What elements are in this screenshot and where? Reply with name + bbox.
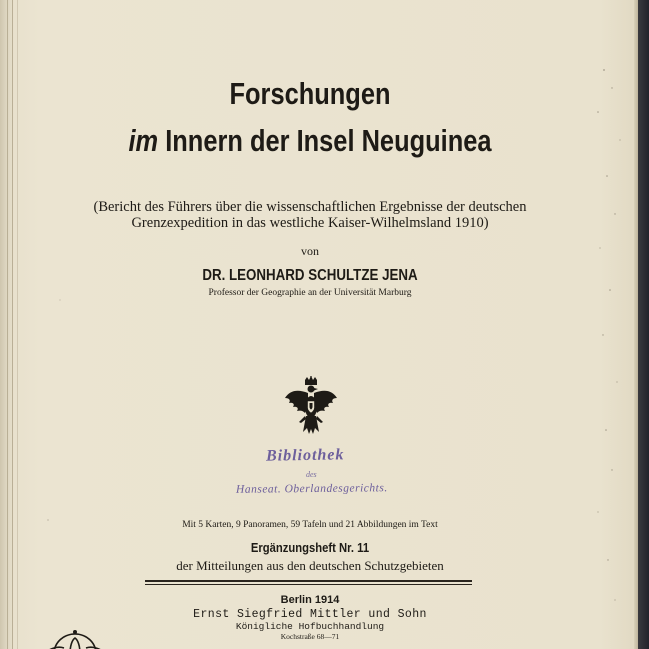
imprint-address: Kochstraße 68—71	[280, 632, 340, 641]
contents-note: Mit 5 Karten, 9 Panoramen, 59 Tafeln und 21 Abbildungen im Text	[182, 520, 438, 530]
author-affiliation: Professor der Geographie an der Universität Marburg	[208, 288, 412, 298]
divider-thick	[145, 580, 472, 582]
title-line-2-prefix: im	[128, 123, 159, 158]
author-name: DR. LEONHARD SCHULTZE JENA	[202, 267, 418, 284]
imprint-city-year: Berlin 1914	[280, 594, 340, 606]
spine-line	[12, 0, 13, 649]
series-title: Ergänzungsheft Nr. 11	[250, 541, 370, 555]
book-cover-edge	[638, 0, 649, 649]
title-line-2	[56, 123, 564, 159]
library-stamp-line-1: Bibliothek	[265, 446, 345, 465]
imperial-eagle-icon	[283, 376, 339, 440]
imprint-bookshop: Königliche Hofbuchhandlung	[235, 621, 385, 632]
title-line-1: Forschungen	[229, 76, 391, 111]
subtitle-line-1: (Bericht des Führers über die wissenschaftlichen Ergebnisse der deutschen	[93, 199, 527, 215]
publisher-device-icon	[40, 624, 110, 649]
divider-thin	[145, 584, 472, 585]
spine-line	[7, 0, 8, 649]
series-subtitle: der Mitteilungen aus den deutschen Schutzgebieten	[176, 558, 444, 573]
library-stamp-line-2: des	[306, 470, 317, 479]
subtitle-line-2: Grenzexpedition in das westliche Kaiser-Wilhelmsland 1910)	[131, 215, 489, 231]
library-stamp-line-3: Hanseat. Oberlandesgerichts.	[235, 482, 388, 496]
spine-line	[17, 0, 18, 649]
imprint-publisher: Ernst Siegfried Mittler und Sohn	[193, 608, 427, 621]
byline-von: von	[301, 244, 319, 258]
title-line-2-rest: Innern der Insel Neuguinea	[158, 123, 492, 158]
